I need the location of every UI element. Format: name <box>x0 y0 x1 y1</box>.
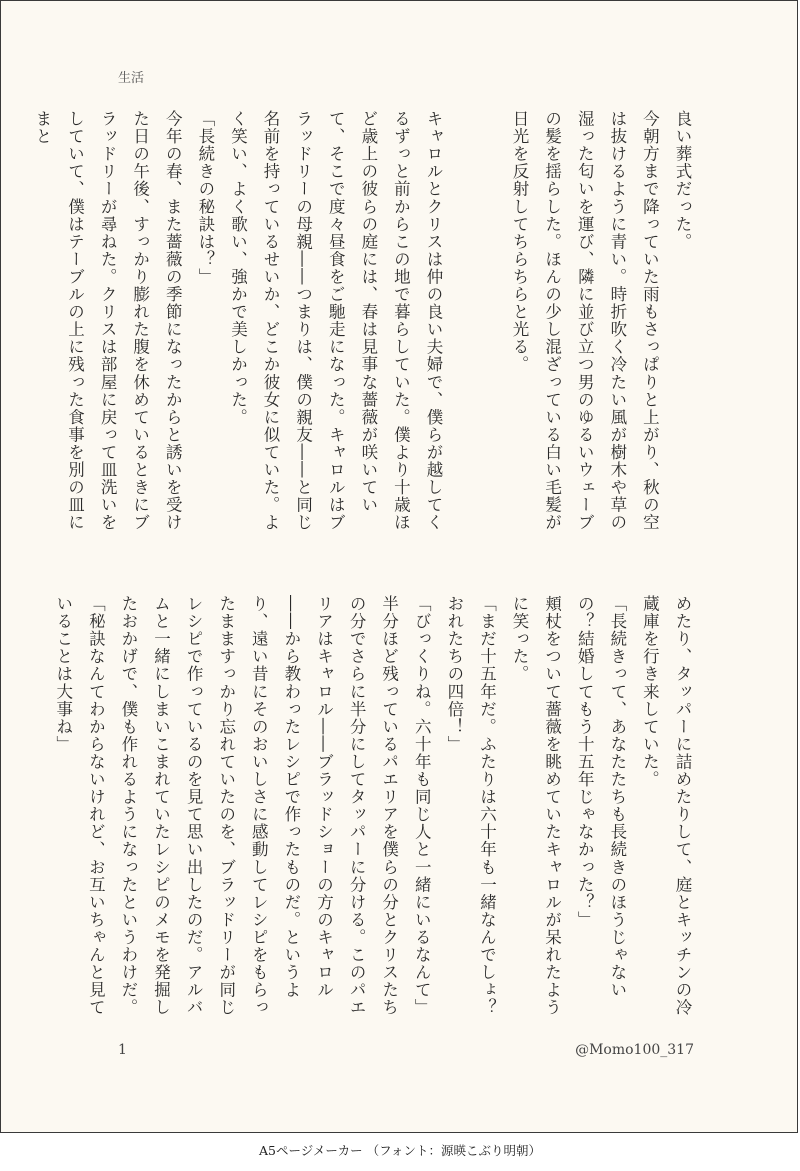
paragraph: 「長続きって、あなたたちも長続きのほうじゃないの？結婚してもう十五年じゃなかった？」 <box>575 595 627 999</box>
paragraph: 今朝方まで降っていた雨もさっぱりと上がり、秋の空は抜けるように青い。時折吹く冷たい風が樹木や草の湿った匂いを運び、隣に並び立つ男のゆるいウェーブの髪を揺らした。ほんの少し混ざっている白い毛髪が日光を反射してちらちらと光る。 <box>510 110 660 532</box>
author-handle: @Momo100_317 <box>575 1042 694 1058</box>
paragraph: 「まだ十五年だ。ふたりは六十年も一緒なんでしょ？おれたちの四倍！」 <box>444 595 497 1017</box>
paragraph: 「秘訣なんてわからないけれど、お互いちゃんと見ていることは大事ね」 <box>53 595 106 1017</box>
paragraph: キャロルとクリスは仲の良い夫婦で、僕らが越してくるずっと前からこの地で暮らしていた。僕より十歳ほど歳上の彼らの庭には、春は見事な薔薇が咲いていて、そこで度々昼食をご馳走になった。キャロルはブラッドリーの母親――つまりは、僕の親友――と同じ名前を持っているせいか、どこか彼女に似ていた。よく笑い、よく歌い、強かで美しかった。 <box>228 110 443 532</box>
paragraph: 「びっくりね。六十年も同じ人と一緒にいるなんて」 <box>412 595 432 1017</box>
text-block-top <box>416 110 698 542</box>
paragraph: めたり、タッパーに詰めたりして、庭とキッチンの冷蔵庫を行き来していた。 <box>640 595 692 1017</box>
paragraph: 半分ほど残っているパエリアを僕らの分とクリスたちの分でさらに半分にしてタッパーに分ける。このパエリアはキャロル――ブラッドショーの方のキャロル――から教わったレシピで作ったものだ。というより、遠い昔にそのおいしさに感動してレシピをもらったまますっかり忘れていたのを、ブラッドリーが同じレシピで作っているのを見て思い出したのだ。アルバムと一緒にしまいこまれていたレシピのメモを発掘したおかげで、僕も作れるようになったというわけだ。 <box>118 595 399 1017</box>
page-maker-caption: A5ページメーカー （フォント：源暎こぶり明朝） <box>259 1143 541 1158</box>
text-block-left <box>32 110 449 542</box>
paragraph: 良い葬式だった。 <box>673 110 692 251</box>
paragraph: 今年の春、また薔薇の季節になったからと誘いを受けた日の午後、すっかり膨れた腹を休めているときにブラッドリーが尋ねた。クリスは部屋に戻って皿洗いをしていて、僕はテーブルの上に残った食事を別の皿にまと <box>32 110 183 532</box>
running-head: 生活 <box>118 71 145 86</box>
paragraph: 頬杖をついて薔薇を眺めていたキャロルが呆れたように笑った。 <box>510 595 562 1017</box>
text-block-bottom <box>53 595 698 1025</box>
page-number: 1 <box>118 1042 127 1058</box>
paragraph: 「長続きの秘訣は？」 <box>195 110 215 286</box>
